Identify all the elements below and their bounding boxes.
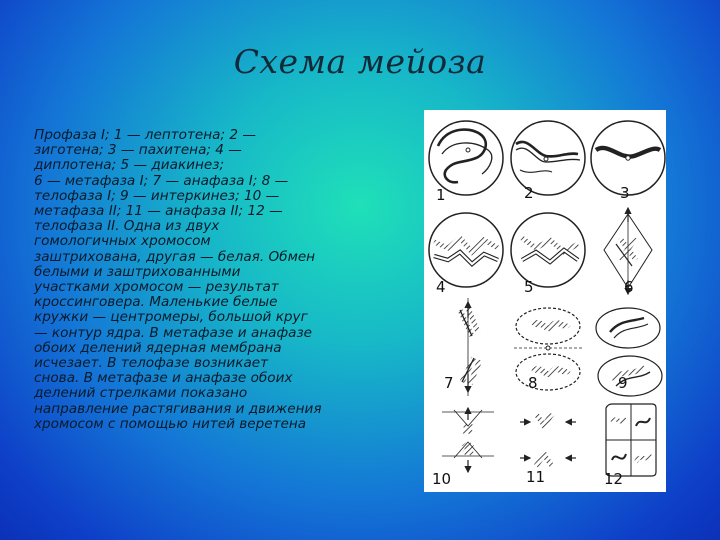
stage-5-diakinesis xyxy=(511,213,585,287)
description-line: гомологичных хромосом xyxy=(34,233,211,250)
description-line: белыми и заштрихованными xyxy=(34,263,241,280)
description-line: — контур ядра. В метафазе и анафазе xyxy=(34,324,313,341)
description-line: кроссинговера. Маленькие белые xyxy=(34,294,278,311)
stage-1-leptotene xyxy=(429,121,503,195)
stage-label-7: 7 xyxy=(444,374,454,392)
description-line: обоих делений ядерная мембрана xyxy=(34,339,282,356)
description-line: исчезает. В телофазе возникает xyxy=(34,355,269,372)
description-line: заштрихована, другая — белая. Обмен xyxy=(34,248,316,265)
stage-8-telophase-i xyxy=(514,308,582,390)
stage-label-1: 1 xyxy=(436,186,446,204)
stage-7-anaphase-i xyxy=(460,298,480,396)
description-line: диплотена; 5 — диакинез; xyxy=(34,157,225,174)
stage-label-12: 12 xyxy=(604,470,624,488)
stage-11-anaphase-ii xyxy=(520,414,576,466)
slide-title: Схема мейоза xyxy=(233,42,487,81)
description-line: хромосом с помощью нитей веретена xyxy=(34,415,307,432)
stage-label-9: 9 xyxy=(618,374,628,392)
description-line: телофаза I; 9 — интеркинез; 10 — xyxy=(34,187,280,204)
stage-label-3: 3 xyxy=(620,184,630,202)
meiosis-diagram xyxy=(424,110,666,492)
stage-label-2: 2 xyxy=(524,184,534,202)
description-line: телофаза II. Одна из двух xyxy=(34,218,220,235)
description-line: направление растягивания и движения xyxy=(34,400,322,417)
description-text xyxy=(34,128,379,432)
stage-9-interkinesis xyxy=(596,308,662,396)
description-line: зиготена; 3 — пахитена; 4 — xyxy=(34,142,242,159)
description-line: Профаза I; 1 — лептотена; 2 — xyxy=(34,127,256,143)
stage-12-telophase-ii xyxy=(606,404,656,476)
description-line: метафаза II; 11 — анафаза II; 12 — xyxy=(34,203,283,220)
stage-label-11: 11 xyxy=(526,468,546,486)
meiosis-diagram-svg xyxy=(424,110,666,492)
stage-label-5: 5 xyxy=(524,278,534,296)
description-line: участками хромосом — результат xyxy=(34,279,279,296)
stage-label-8: 8 xyxy=(528,374,538,392)
stage-10-metaphase-ii xyxy=(442,408,494,472)
description-line: снова. В метафазе и анафазе обоих xyxy=(34,370,293,387)
stage-4-diplotene xyxy=(429,213,503,287)
stage-2-zygotene xyxy=(511,121,585,195)
description-line: кружки — центромеры, большой круг xyxy=(34,309,308,326)
stage-label-6: 6 xyxy=(624,278,634,296)
description-line: делений стрелками показано xyxy=(34,385,248,402)
stage-label-10: 10 xyxy=(432,470,452,488)
stage-label-4: 4 xyxy=(436,278,446,296)
description-line: 6 — метафаза I; 7 — анафаза I; 8 — xyxy=(34,172,289,189)
